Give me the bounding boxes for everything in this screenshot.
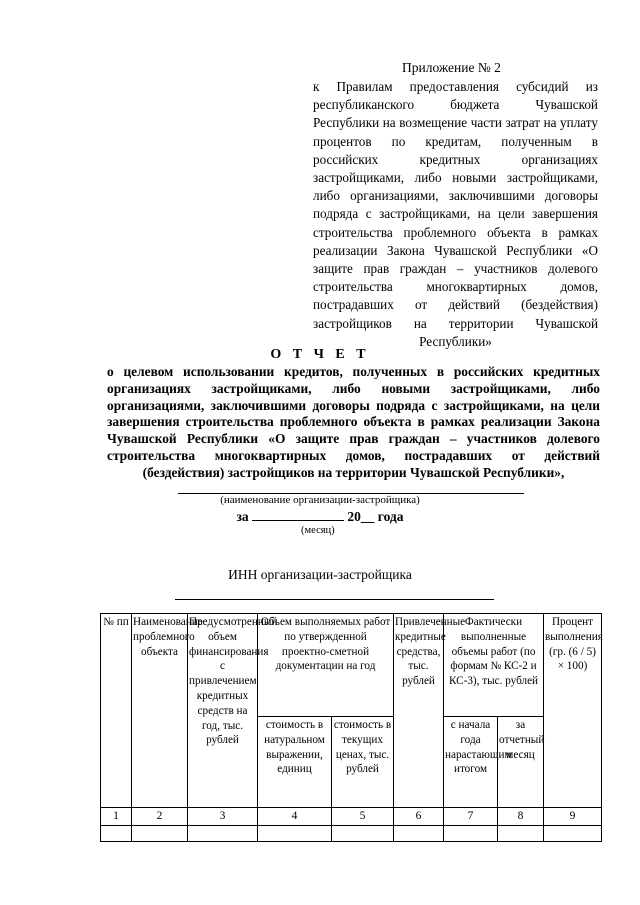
month-caption: (месяц) [301, 525, 335, 536]
header-year-to-date: с начала года нарастающим итогом [444, 717, 498, 808]
column-number: 4 [258, 808, 332, 826]
header-object-name: Наименование проблемного объекта [132, 614, 188, 808]
report-title: О Т Ч Е Т [270, 347, 370, 362]
header-completion-percent: Процент выполнения (гр. (6 / 5) × 100) [544, 614, 602, 808]
column-number: 2 [132, 808, 188, 826]
column-number: 9 [544, 808, 602, 826]
column-number: 3 [188, 808, 258, 826]
table-cell [394, 825, 444, 841]
table-cell [544, 825, 602, 841]
table-cell [101, 825, 132, 841]
year-blank: __ [360, 509, 375, 524]
org-name-caption: (наименование организации-застройщика) [220, 494, 420, 506]
report-table [100, 613, 602, 842]
column-number: 6 [394, 808, 444, 826]
header-current-prices: стоимость в текущих ценах, тыс. рублей [332, 717, 394, 808]
table-cell [444, 825, 498, 841]
table-cell [188, 825, 258, 841]
column-number: 1 [101, 808, 132, 826]
report-subtitle: о целевом использовании кредитов, полученных в российских кредитных организациях застройщиками, либо новыми застройщиками, либо организациями, заключившими договоры подряда с застройщиками, на цели завершения строительства проблемного объекта в рамках реализации Закона Чувашской Республики «О защите прав граждан – участников долевого строительства многоквартирных домов, пострадавших от действий (бездействия) застройщиков на территории Чувашской Республики», [107, 364, 600, 480]
table-cell [258, 825, 332, 841]
report-period [0, 509, 640, 525]
appendix-text: к Правилам предоставления субсидий из республиканского бюджета Чувашской Республики на возмещение части затрат на уплату процентов по кредитам, полученным в российских кредитных организациях застройщиками, либо новыми застройщиками, либо организациями, заключившими договоры подряда с застройщиками, на цели завершения строительства проблемного объекта в рамках реализации Закона Чувашской Республики «О защите прав граждан – участников долевого строительства многоквартирных домов, пострадавших от действий (бездействия) застройщиков на территории Чувашской Республики» [313, 79, 598, 349]
inn-label: ИНН организации-застройщика [228, 567, 412, 582]
column-number: 7 [444, 808, 498, 826]
header-planned-financing: Предусмотренный объем финансирования с привлечением кредитных средств на год, тыс. рублей [188, 614, 258, 808]
header-num: № пп [101, 614, 132, 808]
header-attracted-credit: Привлеченные кредитные средства, тыс. рублей [394, 614, 444, 808]
year-prefix: 20 [347, 509, 361, 524]
header-natural-cost: стоимость в натуральном выражении, единиц [258, 717, 332, 808]
column-number: 8 [498, 808, 544, 826]
inn-line [175, 599, 494, 600]
column-number: 5 [332, 808, 394, 826]
period-prefix: за [236, 509, 249, 524]
header-actual-volume-group: Фактически выполненные объемы работ (по формам № КС-2 и КС-3), тыс. рублей [444, 614, 544, 717]
month-blank [252, 520, 344, 521]
year-suffix: года [377, 509, 404, 524]
table-cell [132, 825, 188, 841]
appendix-title: Приложение № 2 [402, 60, 501, 75]
table-cell [498, 825, 544, 841]
header-work-volume-group: Объем выполняемых работ по утвержденной проектно-сметной документации на год [258, 614, 394, 717]
header-report-month: за отчетный месяц [498, 717, 544, 808]
table-cell [332, 825, 394, 841]
